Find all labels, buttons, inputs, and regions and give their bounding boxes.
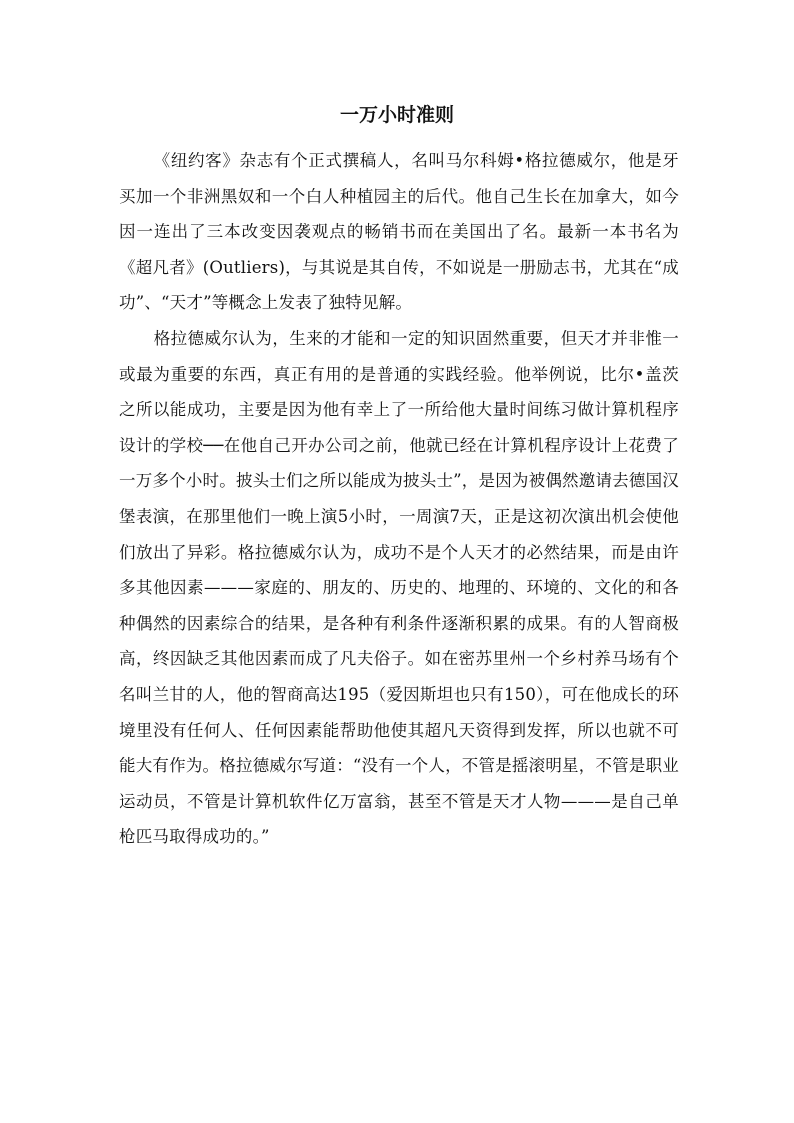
document-title: 一万小时准则 xyxy=(339,104,454,126)
paragraph-2: 格拉德威尔认为，生来的才能和一定的知识固然重要，但天才并非惟一或最为重要的东西，真正有用的是普通的实践经验。他举例说，比尔•盖茨之所以能成功，主要是因为他有幸上了一所给他大量时间练习做计算机程序设计的学校──在他自己开办公司之前，他就已经在计算机程序设计上花费了一万多个小时。披头士们之所以能成为披头士”，是因为被偶然邀请去德国汉堡表演，在那里他们一晚上演5小时，一周演7天，正是这初次演出机会使他们放出了异彩。格拉德威尔认为，成功不是个人天才的必然结果，而是由许多其他因素———家庭的、朋友的、历史的、地理的、环境的、文化的和各种偶然的因素综合的结果，是各种有利条件逐渐积累的成果。有的人智商极高，终因缺乏其他因素而成了凡夫俗子。如在密苏里州一个乡村养马场有个名叫兰甘的人，他的智商高达195（爱因斯坦也只有150），可在他成长的环境里没有任何人、任何因素能帮助他使其超凡天资得到发挥，所以也就不可能大有作为。格拉德威尔写道：“没有一个人，不管是摇滚明星，不管是职业运动员，不管是计算机软件亿万富翁，甚至不管是天才人物———是自己单枪匹马取得成功的。” xyxy=(119,328,679,847)
document-body xyxy=(119,143,679,855)
paragraph-1: 《纽约客》杂志有个正式撰稿人，名叫马尔科姆•格拉德威尔，他是牙买加一个非洲黑奴和一个白人种植园主的后代。他自己生长在加拿大，如今因一连出了三本改变因袭观点的畅销书而在美国出了名。最新一本书名为《超凡者》(Outliers)，与其说是其自传，不如说是一册励志书，尤其在“成功”、“天才”等概念上发表了独特见解。 xyxy=(119,151,679,313)
